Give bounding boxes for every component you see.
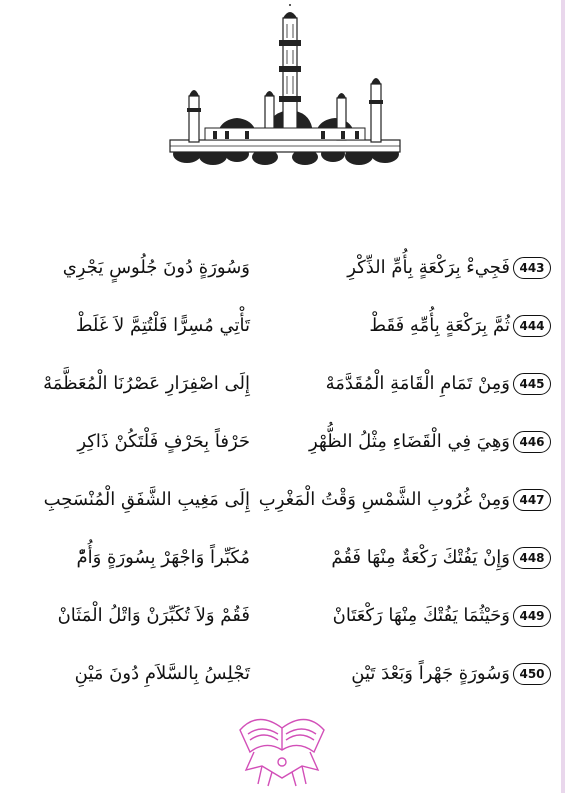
verse-number: 446 [513,431,551,453]
verse-first-hemistich: وَمِنْ غُرُوبِ الشَّمْسِ وَقْتُ الْمَغْرِبِ [258,489,510,510]
verse-first-hemistich: وَإِنْ يَفُتْكَ رَكْعَةٌ مِنْهَا فَقُمْ [331,547,510,568]
verse-second-hemistich: إِلَى اصْفِرَارِ عَصْرُنَا الْمُعَظَّمَهْ [43,373,250,394]
mosque-illustration [165,4,405,184]
verse-second-hemistich: وَسُورَةٍ دُونَ جُلُوسٍ يَجْرِي [62,257,250,278]
verse-second-hemistich: تَجْلِسُ بِالسَّلاَمِ دُونَ مَيْنِ [74,663,250,684]
verse-first-hemistich: وَحَيْثُمَا يَفُتْكَ مِنْهَا رَكْعَتَانْ [332,605,510,626]
verse-second-hemistich: إِلَى مَغِيبِ الشَّفَقِ الْمُنْسَحِبِ [43,489,250,510]
verse-row [0,422,565,472]
verse-row [0,538,565,588]
verse-row [0,248,565,298]
verse-first-hemistich: وَهِيَ فِي الْقَضَاءِ مِثْلُ الظُّهْرِ [308,431,510,452]
verse-row [0,596,565,646]
verse-number: 443 [513,257,551,279]
verse-number: 450 [513,663,551,685]
verse-first-hemistich: فَجِي‌ءْ بِرَكْعَةٍ بِأُمِّ الذِّكْرِ [347,257,510,278]
verse-row [0,306,565,356]
verse-number: 444 [513,315,551,337]
verse-first-hemistich: وَسُورَةٍ جَهْراً وَبَعْدَ تَيْنِ [351,663,510,684]
verse-second-hemistich: مُكَبِّراً وَاجْهَرْ بِسُورَةٍ وَأُمّْ [76,547,250,568]
verse-first-hemistich: ثُمَّ بِرَكْعَةٍ بِأُمِّهِ فَقَطْ [369,315,510,336]
verse-row [0,364,565,414]
verse-row [0,480,565,530]
verse-second-hemistich: تَأْتِي مُسِرًّا فَلْتُتِمَّ لاَ غَلَطْ [75,315,250,336]
verse-second-hemistich: حَرْفاً بِحَرْفٍ فَلْتَكُنْ ذَاكِرِ [77,431,250,452]
verse-row [0,654,565,704]
verse-second-hemistich: فَقُمْ وَلاَ تُكَبِّرَنْ وَاتْلُ الْمَثَانْ [57,605,250,626]
verse-number: 448 [513,547,551,569]
verse-number: 447 [513,489,551,511]
verse-number: 445 [513,373,551,395]
verse-first-hemistich: وَمِنْ تَمَامِ الْقَامَةِ الْمُقَدَّمَهْ [325,373,510,394]
quran-stand-ornament [228,700,336,790]
verse-number: 449 [513,605,551,627]
